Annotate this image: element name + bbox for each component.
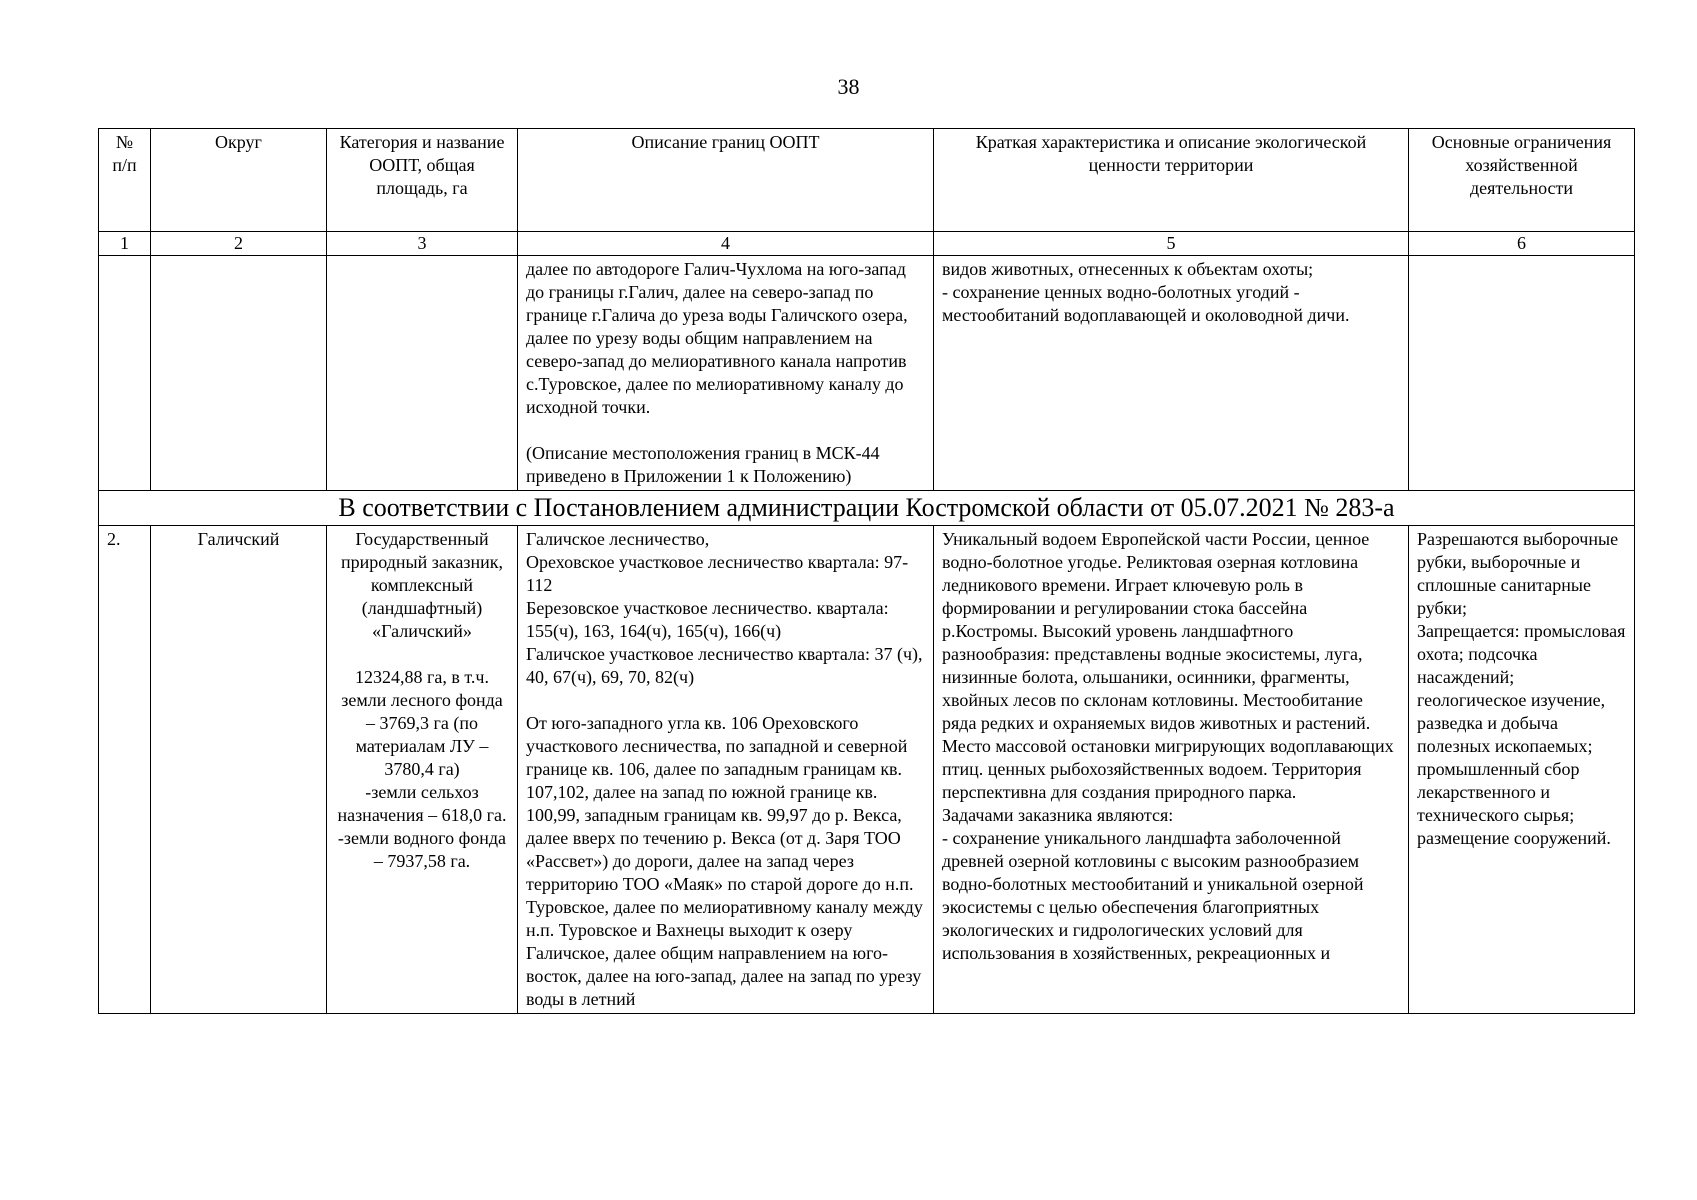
header-restrictions: Основные ограничения хозяйственной деятельности bbox=[1409, 129, 1635, 232]
restrictions-cell bbox=[1409, 526, 1635, 1014]
cell-empty bbox=[99, 256, 151, 491]
boundaries-description: От юго-западного угла кв. 106 Ореховского участкового лесничества, по западной и северной границе кв. 106, далее по западным границам кв. 107,102, далее на запад по южной границе кв. 100,99, западным границам кв. 99,97 до р. Векса, далее вверх по течению р. Векса (от д. Заря ТОО «Рассвет») до дороги, далее на запад через территорию ТОО «Маяк» по старой дороге до н.п. Туровское, далее по мелиоративному каналу между н.п. Туровское и Вахнецы выходит к озеру Галичское, далее общим направлением на юго-восток, далее на юго-запад, далее на запад по урезу воды в летний bbox=[526, 713, 923, 1009]
column-number: 1 bbox=[99, 232, 151, 256]
header-district: Округ bbox=[151, 129, 327, 232]
boundaries-cell bbox=[518, 526, 934, 1014]
district-cell: Галичский bbox=[151, 526, 327, 1014]
restrictions-text: Разрешаются выборочные рубки, выборочные и сплошные санитарные рубки; Запрещается: промысловая охота; подсочка насаждений; геологическое изучение, разведка и добыча полезных ископаемых; промышленный сбор лекарственного и технического сырья; размещение сооружений. bbox=[1417, 529, 1626, 848]
table-header-row bbox=[99, 129, 1635, 232]
table-row bbox=[99, 256, 1635, 491]
characteristics-text: видов животных, отнесенных к объектам охоты; - сохранение ценных водно-болотных угодий - местообитаний водоплавающей и околоводной дичи. bbox=[942, 259, 1350, 325]
row-number: 2. bbox=[99, 526, 151, 1014]
category-name: Государственный природный заказник, комплексный (ландшафтный) «Галичский» bbox=[341, 529, 503, 641]
section-banner: В соответствии с Постановлением администрации Костромской области от 05.07.2021 № 283-а bbox=[99, 491, 1635, 526]
characteristics-text: Уникальный водоем Европейской части России, ценное водно-болотное угодье. Реликтовая озерная котловина ледникового времени. Играет ключевую роль в формировании и регулировании стока бассейна р.Костромы. Высокий уровень ландшафтного разнообразия: представлены водные экосистемы, луга, низинные болота, ольшаники, осинники, фрагменты, хвойных лесов по склонам котловины. Местообитание ряда редких и охраняемых видов животных и растений. Место массовой остановки мигрирующих водоплавающих птиц. ценных рыбохозяйственных водоем. Территория перспективна для создания природного парка. Задачами заказника являются: - сохранение уникального ландшафта заболоченной древней озерной котловины с высоким разнообразием водно-болотных местообитаний и уникальной озерной экосистемы с целью обеспечения благоприятных экологических и гидрологических условий для использования в хозяйственных, рекреационных и bbox=[942, 529, 1394, 963]
column-number: 2 bbox=[151, 232, 327, 256]
category-area: 12324,88 га, в т.ч. земли лесного фонда – 3769,3 га (по материалам ЛУ – 3780,4 га) -земли сельхоз назначения – 618,0 га. -земли водного фонда – 7937,58 га. bbox=[337, 667, 507, 871]
table-row bbox=[99, 526, 1635, 1014]
header-number: № п/п bbox=[99, 129, 151, 232]
column-number: 5 bbox=[934, 232, 1409, 256]
characteristics-cell bbox=[934, 526, 1409, 1014]
cell-boundaries-continued bbox=[518, 256, 934, 491]
cell-empty bbox=[327, 256, 518, 491]
column-number: 4 bbox=[518, 232, 934, 256]
column-number: 6 bbox=[1409, 232, 1635, 256]
cell-characteristics-continued bbox=[934, 256, 1409, 491]
header-characteristics: Краткая характеристика и описание экологической ценности территории bbox=[934, 129, 1409, 232]
header-category: Категория и название ООПТ, общая площадь, га bbox=[327, 129, 518, 232]
header-boundaries: Описание границ ООПТ bbox=[518, 129, 934, 232]
cell-empty bbox=[151, 256, 327, 491]
section-banner-row bbox=[99, 491, 1635, 526]
boundaries-note: (Описание местоположения границ в МСК-44 приведено в Приложении 1 к Положению) bbox=[526, 443, 880, 486]
column-number-row bbox=[99, 232, 1635, 256]
cell-empty bbox=[1409, 256, 1635, 491]
boundaries-text: далее по автодороге Галич-Чухлома на юго-запад до границы г.Галич, далее на северо-запад по границе г.Галича до уреза воды Галичского озера, далее по урезу воды общим направлением на северо-запад до мелиоративного канала напротив с.Туровское, далее по мелиоративному каналу до исходной точки. bbox=[526, 259, 908, 417]
page-number: 38 bbox=[837, 74, 860, 99]
boundaries-forestry: Галичское лесничество, Ореховское участковое лесничество квартала: 97-112 Березовское участковое лесничество. квартала: 155(ч), 163, 164(ч), 165(ч), 166(ч) Галичское участковое лесничество квартала: 37 (ч), 40, 67(ч), 69, 70, 82(ч) bbox=[526, 529, 923, 687]
protected-areas-table bbox=[98, 128, 1635, 1014]
category-cell bbox=[327, 526, 518, 1014]
column-number: 3 bbox=[327, 232, 518, 256]
